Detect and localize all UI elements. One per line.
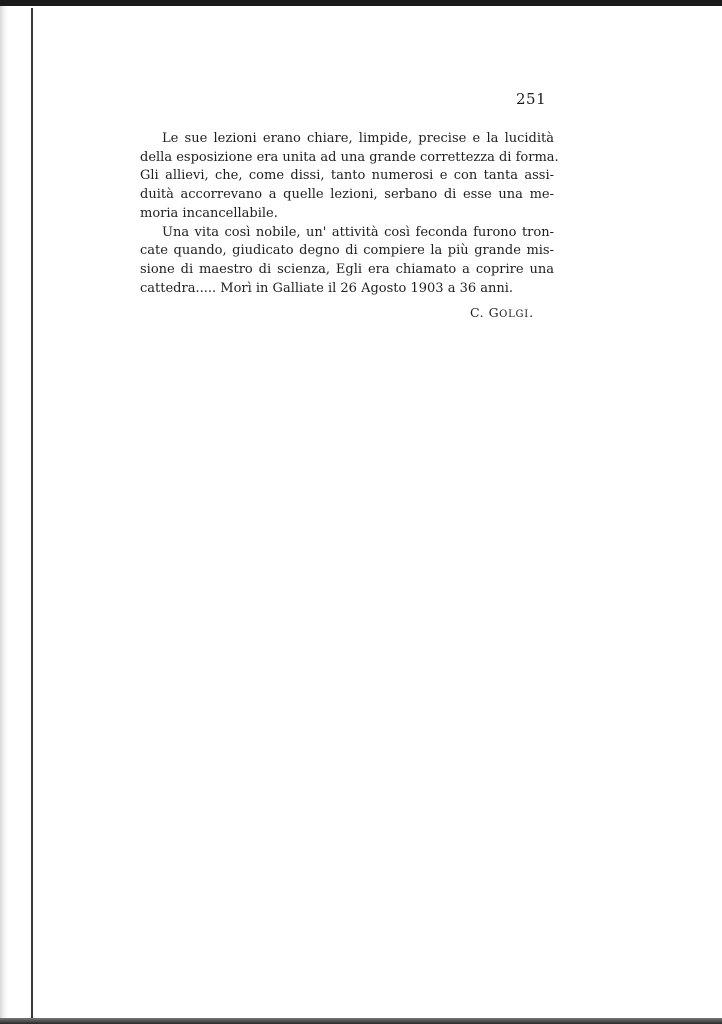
text-line: della esposizione era unita ad una grande correttezza di forma.	[140, 149, 559, 165]
text-line: duità accorrevano a quelle lezioni, serbano di esse una me-	[140, 187, 554, 203]
paragraph-2	[140, 224, 554, 299]
scan-left-edge	[0, 0, 8, 1024]
text-line: cate quando, giudicato degno di compiere la più grande mis-	[140, 243, 554, 259]
page-number: 251	[516, 90, 547, 108]
scan-left-rule	[31, 8, 33, 1018]
signature-surname-first: G	[488, 305, 500, 320]
signature-initial: C.	[470, 305, 485, 320]
signature-end: .	[529, 305, 534, 320]
text-line: Una vita così nobile, un' attività così feconda furono tron-	[162, 224, 554, 240]
body-text	[140, 130, 559, 298]
text-line: moria incancellabile.	[140, 205, 278, 221]
text-line: Le sue lezioni erano chiare, limpide, precise e la lucidità	[162, 131, 554, 146]
text-line: cattedra..... Morì in Galliate il 26 Agosto 1903 a 36 anni.	[140, 280, 514, 296]
signature-surname-rest: OLGI	[499, 309, 530, 320]
author-signature	[470, 305, 534, 320]
scan-bottom-border	[0, 1018, 722, 1024]
scan-top-border	[0, 0, 722, 6]
paragraph-1	[140, 130, 559, 224]
text-line: Gli allievi, che, come dissi, tanto numerosi e con tanta assi-	[140, 168, 554, 184]
text-line: sione di maestro di scienza, Egli era chiamato a coprire una	[140, 261, 554, 277]
